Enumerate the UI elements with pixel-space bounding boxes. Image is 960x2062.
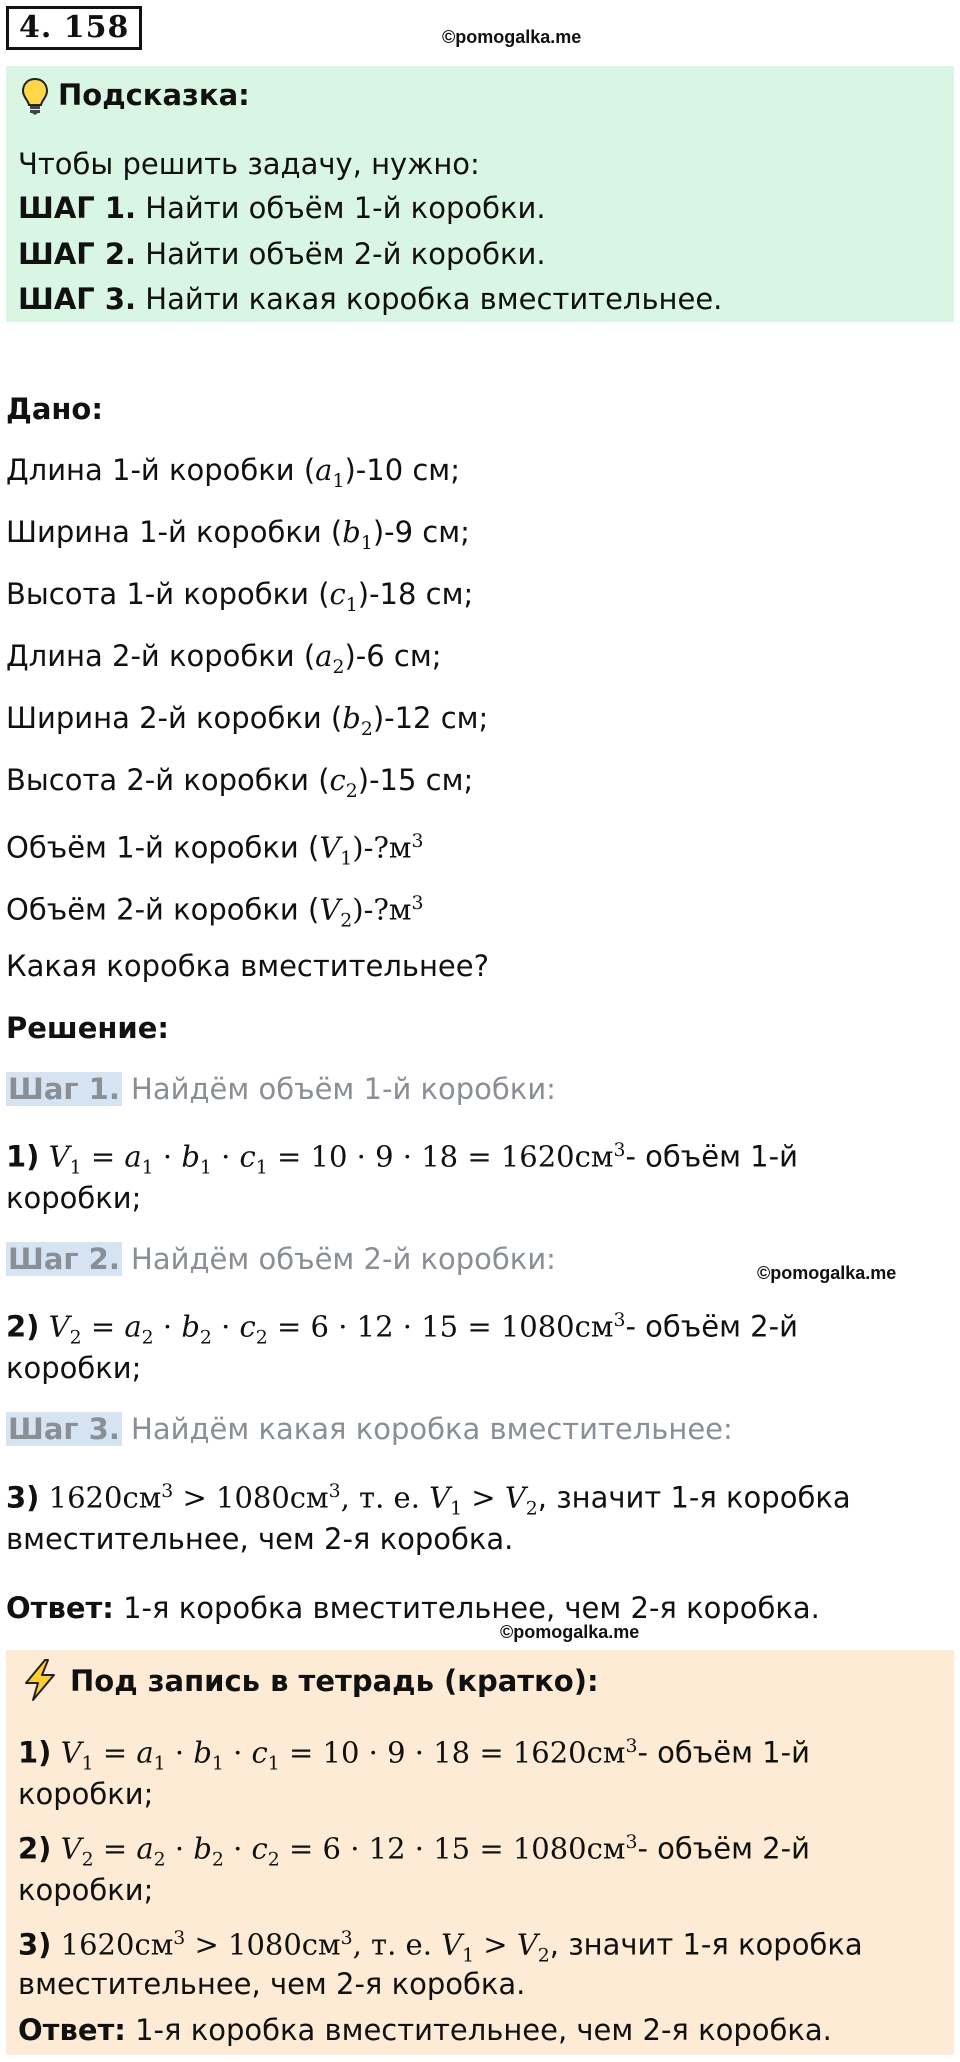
answer-label: Ответ: (18, 2013, 126, 2047)
answer (6, 1590, 820, 1626)
step-3-heading (6, 1411, 733, 1447)
hint-step-text: Найти какая коробка вместительнее. (136, 282, 723, 316)
step-text: Найдём объём 2-й коробки: (121, 1242, 556, 1276)
step-label: Шаг 2. (8, 1242, 120, 1276)
notebook-calc-1-cont: коробки; (18, 1777, 154, 1811)
lightning-icon (20, 1658, 60, 1702)
notebook-calc-3-cont: вместительнее, чем 2-я коробка. (18, 1967, 526, 2001)
hint-title: Подсказка: (58, 78, 250, 112)
lightbulb-icon (20, 76, 50, 116)
notebook-calc-2: 2) $V_2 = a_2 \cdot b_2 \cdot c_2 = 6 \cdot 12 \cdot 15 = 1080см^3-$ объём 2-й (18, 1831, 810, 1871)
answer-text: 1-я коробка вместительнее, чем 2-я коробка. (113, 1591, 820, 1625)
given-question: Какая коробка вместительнее? (6, 949, 490, 983)
given-item: Высота 2-й коробки $(c_2)-15$ см; (6, 763, 474, 802)
notebook-calc-3: 3) $1620см^3 > 1080см^3$, т. е. $V_1 > V_2$, значит 1-я коробка (18, 1927, 863, 1967)
step-2-heading (6, 1241, 556, 1277)
given-item: Высота 1-й коробки $(c_1)-18$ см; (6, 577, 474, 616)
notebook-answer (18, 2012, 832, 2048)
hint-step-1 (18, 190, 546, 226)
given-item: Объём 1-й коробки $(V_1)-?м^3$ (6, 830, 424, 870)
calc-1: 1) $V_1 = a_1 \cdot b_1 \cdot c_1 = 10 \cdot 9 \cdot 18 = 1620см^3-$ объём 1-й (6, 1139, 798, 1179)
hint-step-text: Найти объём 1-й коробки. (136, 191, 546, 225)
given-item: Объём 2-й коробки $(V_2)-?м^3$ (6, 892, 424, 932)
answer-text: 1-я коробка вместительнее, чем 2-я коробка. (125, 2013, 832, 2047)
given-item: Длина 1-й коробки $(a_1)-10$ см; (6, 453, 460, 492)
watermark-top: ©pomogalka.me (442, 27, 582, 47)
hint-step-text: Найти объём 2-й коробки. (136, 237, 546, 271)
step-1-heading (6, 1071, 556, 1107)
hint-intro: Чтобы решить задачу, нужно: (18, 147, 480, 181)
given-item: Длина 2-й коробки $(a_2)-6$ см; (6, 639, 442, 678)
step-label: Шаг 1. (8, 1072, 120, 1106)
given-item: Ширина 1-й коробки $(b_1)-9$ см; (6, 515, 470, 554)
watermark-bottom: ©pomogalka.me (500, 1622, 640, 1642)
calc-2-cont: коробки; (6, 1351, 142, 1385)
hint-step-3 (18, 281, 722, 317)
calc-1-cont: коробки; (6, 1181, 142, 1215)
calc-3: 3) $1620см^3 > 1080см^3$, т. е. $V_1 > V_2$, значит 1-я коробка (6, 1480, 851, 1520)
problem-number: 4. 158 (6, 6, 142, 50)
solution-title: Решение: (6, 1011, 170, 1045)
given-item: Ширина 2-й коробки $(b_2)-12$ см; (6, 701, 489, 740)
given-title: Дано: (6, 392, 103, 426)
answer-label: Ответ: (6, 1591, 114, 1625)
step-text: Найдём объём 1-й коробки: (121, 1072, 556, 1106)
hint-step-label: ШАГ 1. (18, 191, 137, 225)
calc-2: 2) $V_2 = a_2 \cdot b_2 \cdot c_2 = 6 \cdot 12 \cdot 15 = 1080см^3-$ объём 2-й (6, 1309, 798, 1349)
watermark-middle: ©pomogalka.me (757, 1263, 897, 1283)
hint-step-label: ШАГ 3. (18, 282, 137, 316)
notebook-calc-1: 1) $V_1 = a_1 \cdot b_1 \cdot c_1 = 10 \cdot 9 \cdot 18 = 1620см^3-$ объём 1-й (18, 1735, 810, 1775)
notebook-title: Под запись в тетрадь (кратко): (70, 1664, 599, 1698)
hint-step-2 (18, 236, 546, 272)
step-label: Шаг 3. (8, 1412, 120, 1446)
hint-step-label: ШАГ 2. (18, 237, 137, 271)
step-text: Найдём какая коробка вместительнее: (121, 1412, 733, 1446)
calc-3-cont: вместительнее, чем 2-я коробка. (6, 1522, 514, 1556)
notebook-calc-2-cont: коробки; (18, 1873, 154, 1907)
